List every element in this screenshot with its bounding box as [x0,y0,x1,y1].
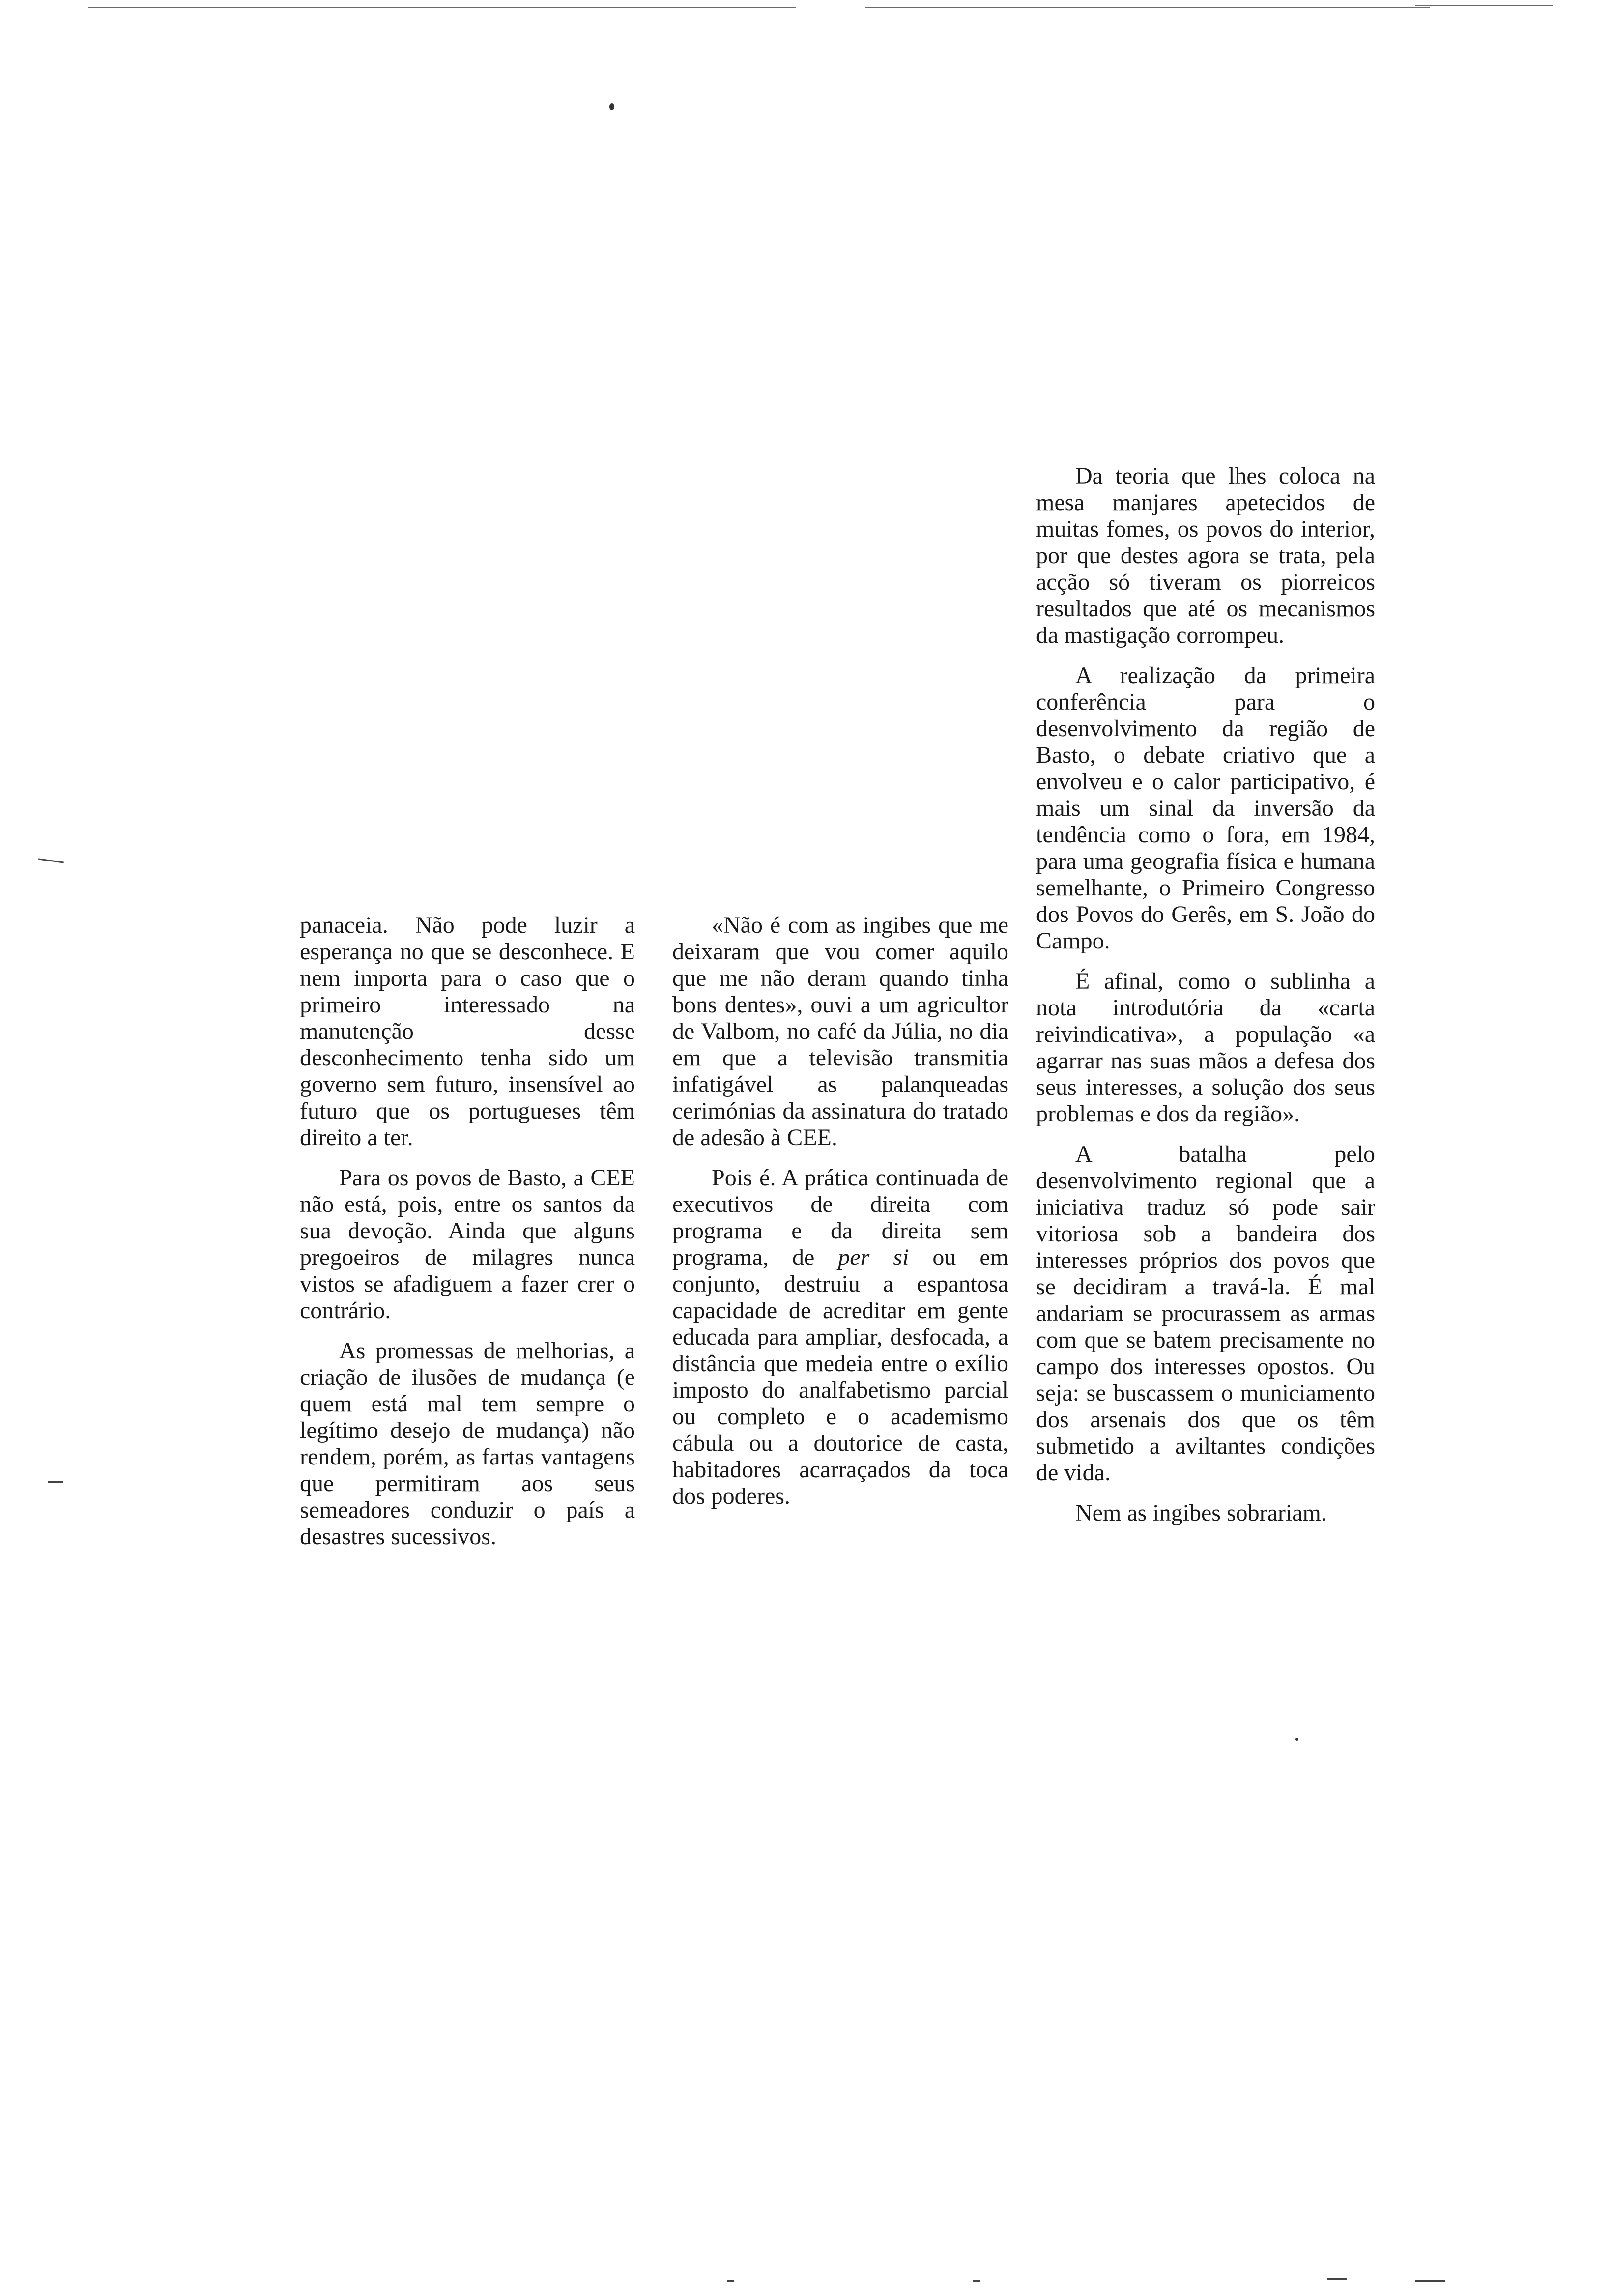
bottom-scan-mark [973,2280,980,2282]
paragraph: «Não é com as ingibes que me deixaram que vou comer aquilo que me não deram quando tinha bons dentes», ouvi a um agricultor de Valbom, no café da Júlia, no dia em que a televisão transmitia infatigável as palanqueadas cerimónias da assinatura do tratado de adesão à CEE. [672,912,1008,1150]
article-column-2 [672,912,1008,1523]
scan-speck [609,103,614,110]
paragraph: Nem as ingibes sobrariam. [1075,1500,1327,1526]
latin-phrase: per si [838,1244,909,1270]
top-rule-middle [865,7,1430,8]
bottom-scan-mark [1415,2280,1445,2282]
paragraph-text: Pois é. A prática continuada de executivos de direita com programa e da direita sem programa, de [672,1165,1008,1270]
paragraph: É afinal, como o sublinha a nota introdutória da «carta reivindicativa», a população «a agarrar nas suas mãos a defesa dos seus interesses, a solução dos seus problemas e dos da região». [1036,968,1375,1127]
paragraph: Da teoria que lhes coloca na mesa manjares apetecidos de muitas fomes, os povos do interior, por que destes agora se trata, pela acção só tiveram os piorreicos resultados que até os mecanismos da mastigação corrompeu. [1036,463,1375,648]
paragraph: A batalha pelo desenvolvimento regional que a iniciativa traduz só pode sair vitoriosa sob a bandeira dos interesses próprios dos povos que se decidiram a travá-la. É mal andariam se procurassem as armas com que se batem precisamente no campo dos interesses opostos. Ou seja: se buscassem o municiamento dos arsenais dos que os têm submetido a aviltantes condições de vida. [1036,1141,1375,1486]
bottom-scan-mark [1327,2278,1347,2280]
paragraph: panaceia. Não pode luzir a esperança no que se desconhece. E nem importa para o caso que o primeiro interessado na manutenção desse desconhecimento tenha sido um governo sem futuro, insensível ao futuro que os portugueses têm direito a ter. [300,912,635,1150]
scan-speck [1295,1738,1298,1741]
bottom-scan-mark [727,2280,734,2282]
scan-mark-left [38,858,64,863]
top-rule-left [88,7,796,8]
article-column-3 [1036,463,1375,1540]
paragraph: As promessas de melhorias, a criação de ilusões de mudança (e quem está mal tem sempre o legítimo desejo de mudança) não rendem, porém, as fartas vantagens que permitiram aos seus semeadores conduzir o país a desastres sucessivos. [300,1338,635,1550]
paragraph: A realização da primeira conferência para o desenvolvimento da região de Basto, o debate criativo que a envolveu e o calor participativo, é mais um sinal da inversão da tendência como o fora, em 1984, para uma geografia física e humana semelhante, o Primeiro Congresso dos Povos do Gerês, em S. João do Campo. [1036,662,1375,954]
article-column-1 [300,912,635,1564]
paragraph-text: ou em conjunto, destruiu a espantosa capacidade de acreditar em gente educada para ampliar, desfocada, a distância que medeia entre o exílio imposto do analfabetismo parcial ou completo e o academismo cábula ou a doutorice de casta, habitadores acarraçados da toca dos poderes. [672,1244,1009,1509]
paragraph [672,1165,1008,1510]
scan-mark-left-lower [48,1481,63,1483]
paragraph: Para os povos de Basto, a CEE não está, pois, entre os santos da sua devoção. Ainda que alguns pregoeiros de milagres nunca vistos se afadiguem a fazer crer o contrário. [300,1165,635,1323]
top-rule-right [1415,5,1553,6]
